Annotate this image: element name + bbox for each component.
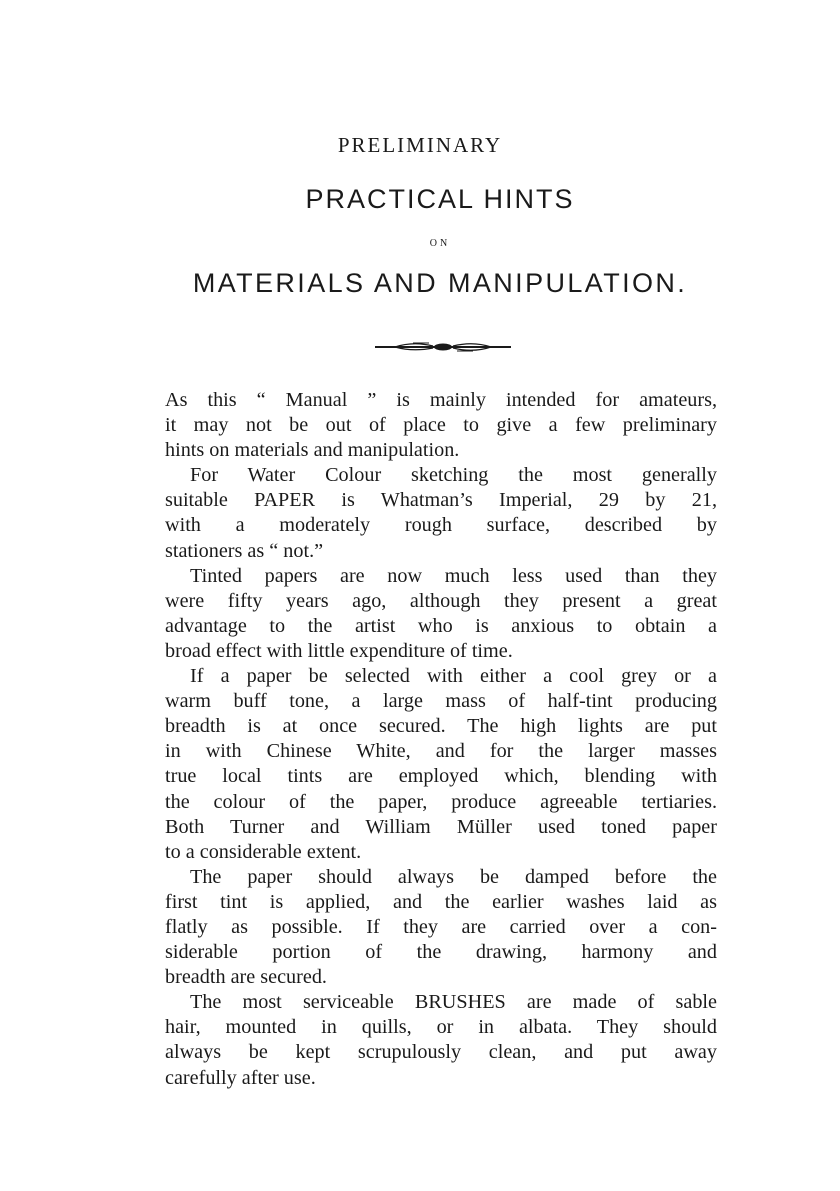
text-line: stationers as “ not.” — [165, 539, 324, 562]
text-line: broad effect with little expenditure of time. — [165, 639, 513, 662]
text-line: If a paper be selected with either a cool grey or a — [190, 665, 717, 688]
paragraph — [165, 990, 717, 1090]
heading-practical-hints: PRACTICAL HINTS — [305, 184, 575, 214]
text-line: advantage to the artist who is anxious to obtain a — [165, 614, 717, 637]
paragraph — [165, 865, 717, 990]
heading-on: ON — [429, 238, 451, 249]
paragraph — [165, 564, 717, 664]
text-line: hints on materials and manipulation. — [165, 439, 460, 462]
text-line: true local tints are employed which, blending with — [165, 765, 717, 788]
text-line: Both Turner and William Müller used toned paper — [165, 815, 717, 838]
text-line: breadth are secured. — [165, 966, 327, 989]
heading-materials-manipulation: MATERIALS AND MANIPULATION. — [192, 268, 688, 298]
text-line: always be kept scrupulously clean, and put away — [165, 1041, 717, 1064]
text-line: Tinted papers are now much less used than they — [190, 564, 717, 587]
paragraph — [165, 463, 717, 563]
text-line: suitable PAPER is Whatman’s Imperial, 29 by 21, — [165, 489, 717, 512]
paragraph — [165, 664, 717, 865]
heading-preliminary: PRELIMINARY — [337, 133, 503, 157]
text-line: it may not be out of place to give a few preliminary — [165, 414, 717, 437]
text-line: the colour of the paper, produce agreeable tertiaries. — [165, 790, 717, 813]
text-line: flatly as possible. If they are carried over a con- — [165, 915, 717, 938]
text-line: siderable portion of the drawing, harmony and — [165, 941, 717, 964]
text-line: warm buff tone, a large mass of half-tint producing — [165, 690, 717, 713]
paragraph — [165, 388, 717, 463]
text-line: were fifty years ago, although they present a great — [165, 589, 717, 612]
text-line: As this “ Manual ” is mainly intended for amateurs, — [165, 389, 717, 411]
text-line: to a considerable extent. — [165, 840, 362, 863]
text-line: carefully after use. — [165, 1066, 316, 1089]
text-line: breadth is at once secured. The high lights are put — [165, 715, 717, 738]
text-line: hair, mounted in quills, or in albata. They should — [165, 1016, 717, 1039]
ornament-divider-icon — [373, 337, 513, 357]
text-line: with a moderately rough surface, described by — [165, 514, 717, 537]
text-line: For Water Colour sketching the most generally — [190, 464, 717, 487]
text-line: first tint is applied, and the earlier washes laid as — [165, 890, 717, 913]
text-line: The paper should always be damped before the — [190, 865, 717, 888]
body-text — [165, 388, 717, 1091]
text-line: The most serviceable BRUSHES are made of sable — [190, 991, 717, 1014]
text-line: in with Chinese White, and for the larger masses — [165, 740, 717, 763]
